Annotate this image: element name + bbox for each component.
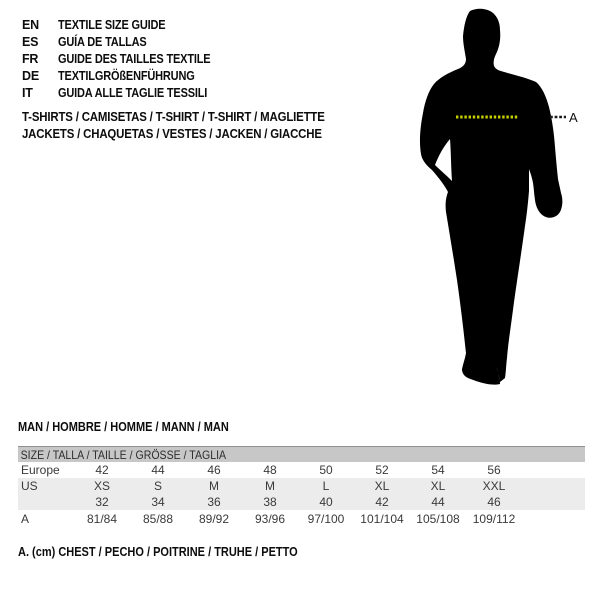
size-cell: 101/104 <box>360 512 404 526</box>
size-cell: 109/112 <box>472 512 516 526</box>
language-code: ES <box>22 34 39 49</box>
size-cell: 44 <box>431 495 445 509</box>
size-cell: 97/100 <box>307 512 345 526</box>
size-cell: 36 <box>207 495 221 509</box>
row-label: US <box>21 479 38 493</box>
language-code: IT <box>22 85 33 100</box>
table-row-us-numeric <box>18 494 585 510</box>
size-cell: 48 <box>263 463 277 477</box>
size-cell: 44 <box>151 463 165 477</box>
size-cell: XL <box>374 479 390 493</box>
language-list <box>22 16 231 101</box>
size-cell: 85/88 <box>142 512 174 526</box>
size-cell: 46 <box>207 463 221 477</box>
language-row-fr <box>22 50 231 67</box>
language-label: GUÍA DE TALLAS <box>58 34 147 49</box>
language-label: GUIDE DES TAILLES TEXTILE <box>58 51 211 66</box>
language-label: TEXTILE SIZE GUIDE <box>58 17 166 32</box>
size-cell: XS <box>93 479 110 493</box>
category-lines <box>22 108 366 142</box>
size-table <box>18 446 585 528</box>
size-cell: 93/96 <box>254 512 286 526</box>
size-cell: 105/108 <box>416 512 460 526</box>
size-cell: 52 <box>375 463 389 477</box>
size-cell: 40 <box>319 495 333 509</box>
language-label: GUIDA ALLE TAGLIE TESSILI <box>58 85 208 100</box>
size-cell: 81/84 <box>86 512 118 526</box>
language-label: TEXTILGRÖßENFÜHRUNG <box>58 68 195 83</box>
language-code: FR <box>22 51 39 66</box>
language-row-en <box>22 16 231 33</box>
language-row-it <box>22 84 231 101</box>
size-cell: S <box>153 479 162 493</box>
size-footnote: A. (cm) CHEST / PECHO / POITRINE / TRUHE / PETTO <box>18 545 298 559</box>
size-cell: 32 <box>95 495 109 509</box>
chest-measure-label: A <box>569 110 578 125</box>
table-row-europe <box>18 462 585 478</box>
size-cell: XL <box>430 479 446 493</box>
size-cell: 46 <box>487 495 501 509</box>
row-label: A <box>21 512 30 526</box>
size-cell: M <box>209 479 219 493</box>
size-cell: 34 <box>151 495 165 509</box>
size-cell: 50 <box>319 463 333 477</box>
language-row-es <box>22 33 231 50</box>
size-cell: XXL <box>482 479 506 493</box>
size-cell: L <box>322 479 330 493</box>
table-row-us <box>18 478 585 494</box>
category-line-jackets: JACKETS / CHAQUETAS / VESTES / JACKEN / GIACCHE <box>22 126 322 141</box>
size-cell: M <box>265 479 275 493</box>
size-table-header <box>18 447 585 462</box>
language-row-de <box>22 67 231 84</box>
size-section-title: MAN / HOMBRE / HOMME / MANN / MAN <box>18 420 229 434</box>
size-cell: 56 <box>487 463 501 477</box>
size-cell: 38 <box>263 495 277 509</box>
size-cell: 42 <box>375 495 389 509</box>
man-silhouette <box>420 9 562 385</box>
language-code: DE <box>22 68 39 83</box>
size-table-header-label: SIZE / TALLA / TAILLE / GRÖSSE / TAGLIA <box>20 447 227 462</box>
size-cell: 42 <box>95 463 109 477</box>
language-code: EN <box>22 17 39 32</box>
category-line-tshirts: T-SHIRTS / CAMISETAS / T-SHIRT / T-SHIRT / MAGLIETTE <box>22 109 325 124</box>
table-row-chest-cm <box>18 510 585 528</box>
row-label: Europe <box>21 463 60 477</box>
size-cell: 89/92 <box>198 512 230 526</box>
size-cell: 54 <box>431 463 445 477</box>
